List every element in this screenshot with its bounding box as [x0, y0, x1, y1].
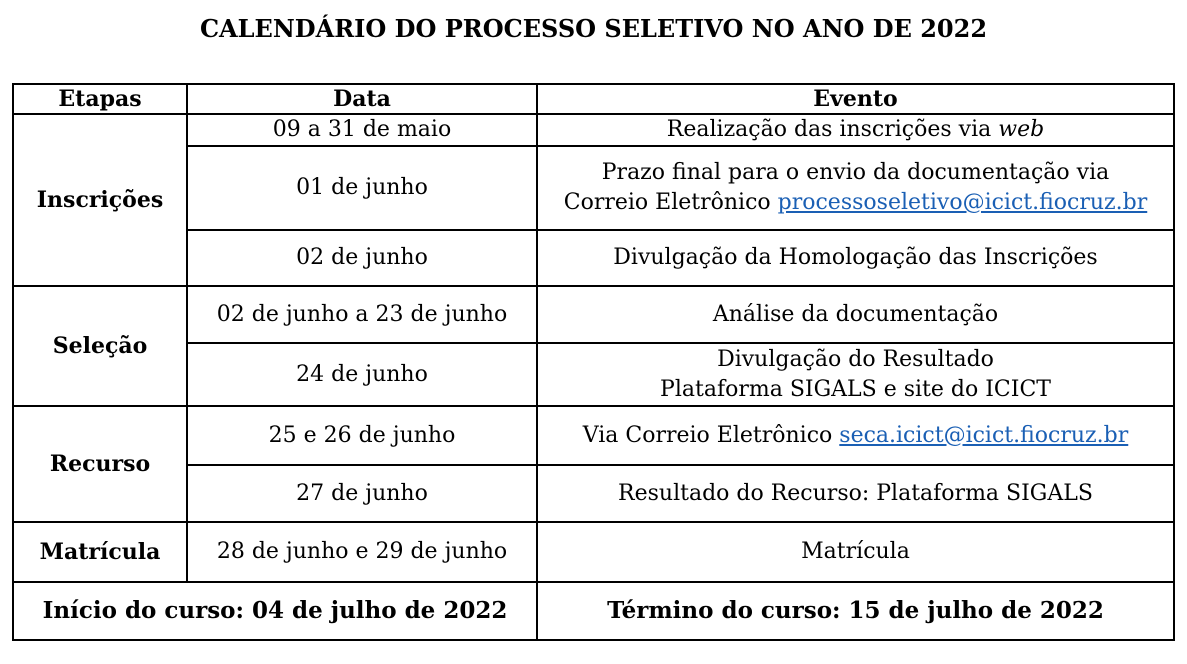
email-link-seca[interactable]: seca.icict@icict.fiocruz.br [839, 422, 1129, 448]
stage-recurso: Recurso [13, 406, 187, 522]
event-text-line2: Plataforma SIGALS e site do ICICT [660, 376, 1051, 402]
stage-inscricoes: Inscrições [13, 114, 187, 286]
course-end: Término do curso: 15 de julho de 2022 [537, 582, 1174, 640]
event-cell [537, 114, 1174, 146]
course-start: Início do curso: 04 de julho de 2022 [13, 582, 537, 640]
date-cell: 25 e 26 de junho [187, 406, 537, 465]
event-text: Realização das inscrições via [666, 117, 999, 142]
date-cell: 24 de junho [187, 343, 537, 406]
email-link-processoseletivo[interactable]: processoseletivo@icict.fiocruz.br [777, 190, 1148, 215]
page-title: CALENDÁRIO DO PROCESSO SELETIVO NO ANO DE 2022 [199, 14, 988, 43]
stage-matricula: Matrícula [13, 522, 187, 582]
event-cell: Análise da documentação [537, 286, 1174, 343]
stage-selecao: Seleção [13, 286, 187, 406]
event-cell [537, 146, 1174, 230]
table-header-row [13, 84, 1174, 114]
date-cell: 27 de junho [187, 465, 537, 522]
date-cell: 09 a 31 de maio [187, 114, 537, 146]
event-text-line2: Correio Eletrônico [563, 190, 778, 215]
event-cell: Divulgação da Homologação das Inscrições [537, 230, 1174, 286]
event-text: Via Correio Eletrônico [582, 422, 840, 448]
date-cell: 28 de junho e 29 de junho [187, 522, 537, 582]
table-row [13, 146, 1174, 230]
event-emphasis: web [998, 117, 1045, 142]
date-cell: 02 de junho a 23 de junho [187, 286, 537, 343]
event-cell: Matrícula [537, 522, 1174, 582]
event-text-line1: Prazo final para o envio da documentação via [601, 160, 1110, 185]
event-cell [537, 343, 1174, 406]
footer-row [13, 582, 1174, 640]
table-row [13, 522, 1174, 582]
event-text-line1: Divulgação do Resultado [717, 346, 994, 372]
table-row [13, 230, 1174, 286]
table-row [13, 286, 1174, 343]
date-cell: 02 de junho [187, 230, 537, 286]
table-row [13, 343, 1174, 406]
schedule-table [12, 83, 1175, 641]
table-row [13, 114, 1174, 146]
event-cell: Resultado do Recurso: Plataforma SIGALS [537, 465, 1174, 522]
table-row [13, 406, 1174, 465]
table-row [13, 465, 1174, 522]
header-etapas: Etapas [13, 84, 187, 114]
date-cell: 01 de junho [187, 146, 537, 230]
event-cell [537, 406, 1174, 465]
header-data: Data [187, 84, 537, 114]
header-evento: Evento [537, 84, 1174, 114]
